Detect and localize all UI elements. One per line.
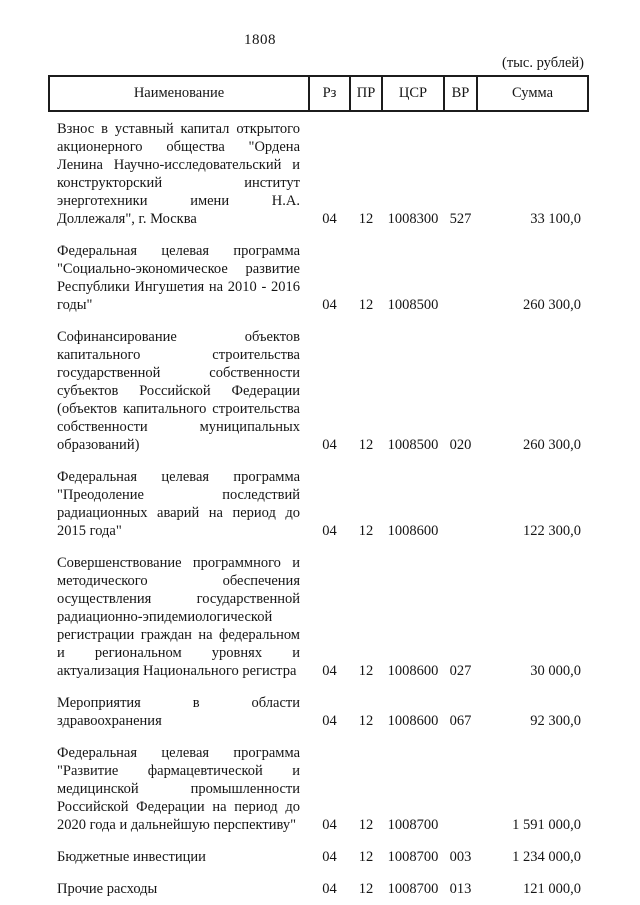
header-rz: Рз [309, 76, 350, 111]
budget-table [48, 75, 589, 899]
table-row [49, 229, 588, 315]
row-csr: 1008600 [387, 663, 439, 679]
header-vr: ВР [444, 76, 477, 111]
row-name: Совершенствование программного и методического обеспечения осуществления государственной радиационно-эпидемиологической регистрации граждан на федеральном и региональном уровнях и актуализация Национального регистра [57, 555, 300, 679]
row-csr: 1008700 [387, 849, 439, 865]
table-row [49, 681, 588, 731]
row-pr: 12 [358, 881, 374, 897]
row-name: Взнос в уставный капитал открытого акционерного общества "Ордена Ленина Научно-исследовательский и конструкторский институт энерготехники имени Н.А. Доллежаля", г. Москва [57, 121, 300, 227]
row-rz: 04 [322, 211, 337, 227]
row-name: Софинансирование объектов капитального строительства государственной собственности субъектов Российской Федерации (объектов капитального строительства собственности муниципальных образований) [57, 329, 300, 453]
row-vr [444, 229, 477, 315]
row-vr: 013 [449, 881, 472, 897]
table-row [49, 315, 588, 455]
table-row [49, 111, 588, 229]
row-vr: 067 [449, 713, 472, 729]
row-name: Федеральная целевая программа "Развитие фармацевтической и медицинской промышленности Российской Федерации на период до 2020 года и дальнейшую перспективу" [57, 745, 300, 833]
row-vr [444, 731, 477, 835]
row-vr: 020 [449, 437, 472, 453]
units-note: (тыс. рублей) [502, 55, 584, 71]
row-rz: 04 [322, 297, 337, 313]
row-sum: 92 300,0 [530, 713, 581, 729]
row-name: Мероприятия в области здравоохранения [57, 695, 300, 729]
row-csr: 1008500 [387, 437, 439, 453]
row-vr: 003 [449, 849, 472, 865]
row-sum: 122 300,0 [523, 523, 581, 539]
row-rz: 04 [322, 881, 337, 897]
row-csr: 1008700 [387, 881, 439, 897]
row-pr: 12 [358, 663, 374, 679]
row-rz: 04 [322, 523, 337, 539]
table-body [49, 111, 588, 899]
row-rz: 04 [322, 817, 337, 833]
row-name: Федеральная целевая программа "Социально-экономическое развитие Республики Ингушетия на 2010 - 2016 годы" [57, 243, 300, 313]
row-sum: 30 000,0 [530, 663, 581, 679]
row-vr: 527 [449, 211, 472, 227]
row-pr: 12 [358, 211, 374, 227]
header-name: Наименование [49, 76, 309, 111]
row-rz: 04 [322, 849, 337, 865]
page-number: 1808 [244, 32, 276, 48]
row-csr: 1008300 [387, 211, 439, 227]
table-header [49, 76, 588, 111]
row-rz: 04 [322, 713, 337, 729]
row-pr: 12 [358, 713, 374, 729]
row-sum: 1 234 000,0 [512, 849, 581, 865]
table-row [49, 867, 588, 899]
row-sum: 260 300,0 [523, 437, 581, 453]
row-name: Прочие расходы [57, 881, 158, 897]
row-csr: 1008700 [387, 817, 439, 833]
row-rz: 04 [322, 437, 337, 453]
row-pr: 12 [358, 437, 374, 453]
row-name: Федеральная целевая программа "Преодоление последствий радиационных аварий на период до 2015 года" [57, 469, 300, 539]
header-csr: ЦСР [382, 76, 444, 111]
row-name: Бюджетные инвестиции [57, 849, 206, 865]
row-pr: 12 [358, 817, 374, 833]
row-pr: 12 [358, 523, 374, 539]
row-csr: 1008600 [387, 713, 439, 729]
header-pr: ПР [350, 76, 382, 111]
table-row [49, 835, 588, 867]
row-sum: 121 000,0 [523, 881, 581, 897]
header-sum: Сумма [477, 76, 588, 111]
table-row [49, 455, 588, 541]
row-csr: 1008500 [387, 297, 439, 313]
row-csr: 1008600 [387, 523, 439, 539]
row-vr [444, 455, 477, 541]
row-rz: 04 [322, 663, 337, 679]
row-sum: 260 300,0 [523, 297, 581, 313]
row-sum: 1 591 000,0 [512, 817, 581, 833]
row-pr: 12 [358, 849, 374, 865]
row-sum: 33 100,0 [530, 211, 581, 227]
table-header-row [49, 76, 588, 111]
table-row [49, 731, 588, 835]
row-vr: 027 [449, 663, 472, 679]
row-pr: 12 [358, 297, 374, 313]
table-row [49, 541, 588, 681]
